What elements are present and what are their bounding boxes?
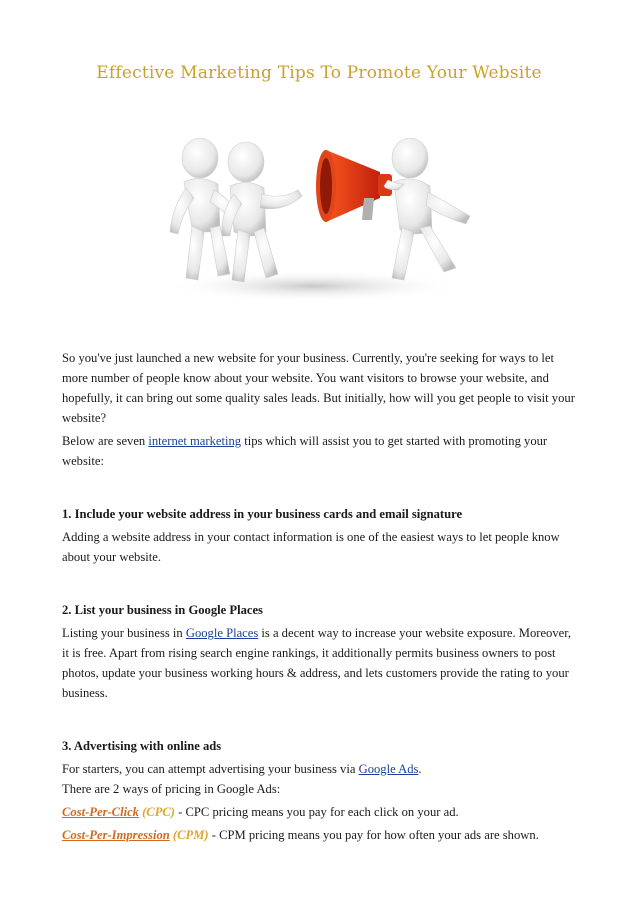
pricing-item-cpm [62, 825, 578, 845]
cpm-abbr: (CPM) [172, 828, 209, 842]
internet-marketing-link[interactable]: internet marketing [148, 434, 242, 448]
cpm-description: - CPM pricing means you pay for how often your ads are shown. [208, 828, 539, 842]
section-2-heading: 2. List your business in Google Places [62, 603, 263, 617]
pricing-item-cpc [62, 802, 578, 822]
document-body [62, 348, 578, 845]
marketing-figures-illustration [148, 128, 490, 306]
cost-per-click-link[interactable]: Cost-Per-Click [62, 805, 139, 819]
section-1-body: Adding a website address in your contact information is one of the easiest ways to let people know about your website. [62, 530, 560, 564]
google-ads-link[interactable]: Google Ads [358, 762, 419, 776]
section-1-heading: 1. Include your website address in your business cards and email signature [62, 507, 463, 521]
section-2-body [62, 623, 578, 703]
cost-per-impression-link[interactable]: Cost-Per-Impression [62, 828, 170, 842]
section-3-line-1 [62, 759, 578, 779]
section-3-line-2: There are 2 ways of pricing in Google Ads: [62, 782, 281, 796]
cpc-description: - CPC pricing means you pay for each click on your ad. [175, 805, 459, 819]
intro-paragraph-2 [62, 431, 578, 471]
intro-paragraph: So you've just launched a new website for your business. Currently, you're seeking for ways to let more number of people know about your website. You want visitors to browse your website, and hopefully, it can bring out some quality sales leads. But initially, how will you get people to visit your website? [62, 351, 575, 425]
document-title: Effective Marketing Tips To Promote Your Website [96, 63, 542, 83]
google-places-link[interactable]: Google Places [185, 626, 259, 640]
cpc-abbr: (CPC) [142, 805, 175, 819]
intro-text: tips which will assist you to get started with promoting your website: [62, 434, 548, 468]
section-3-text: For starters, you can attempt advertising your business via [62, 762, 359, 776]
section-3-text: . [418, 762, 422, 776]
section-2-text: Listing your business in [62, 626, 186, 640]
section-3-heading: 3. Advertising with online ads [62, 739, 222, 753]
section-2-text: is a decent way to increase your website exposure. Moreover, it is free. Apart from rising search engine rankings, it additionally permits business owners to post photos, update your business working hours & address, and lets customers provide the rating to your business. [62, 626, 572, 700]
intro-text: Below are seven [62, 434, 149, 448]
